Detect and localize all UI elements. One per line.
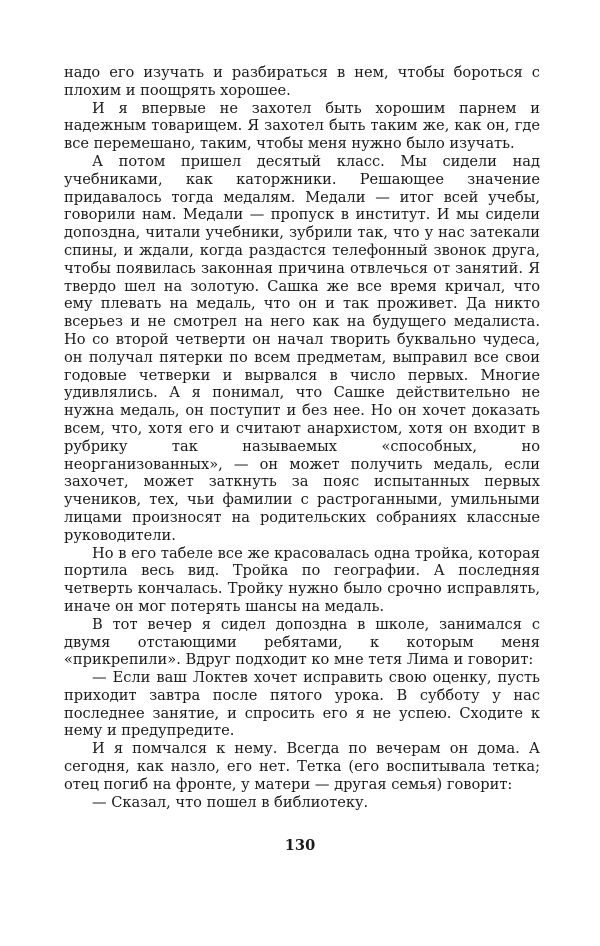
- paragraph-4: Но в его табеле все же красовалась одна тройка, которая портила весь вид. Тройка по географии. А последняя четверть кончалась. Тройку нужно было срочно исправлять, иначе он мог потерять шансы на медаль.: [64, 544, 540, 615]
- paragraph-6: — Если ваш Локтев хочет исправить свою оценку, пусть приходит завтра после пятого урока. В субботу у нас последнее занятие, и спросить его я не успею. Сходите к нему и предупредите.: [64, 669, 540, 740]
- paragraph-2: И я впервые не захотел быть хорошим парнем и надежным товарищем. Я захотел быть таким же, как он, где все перемешано, таким, чтобы меня нужно было изучать.: [64, 99, 540, 153]
- page-number: 130: [284, 837, 316, 854]
- paragraph-1: надо его изучать и разбираться в нем, чтобы бороться с плохим и поощрять хорошее.: [64, 64, 540, 99]
- paragraph-8: — Сказал, что пошел в библиотеку.: [92, 793, 369, 811]
- paragraph-3: А потом пришел десятый класс. Мы сидели над учебниками, как каторжники. Решающее значение придавалось тогда медалям. Медали — итог всей учебы, говорили нам. Медали — пропуск в институт. И мы сидели допоздна, читали учебники, зубрили так, что у нас затекали спины, и ждали, когда раздастся телефонный звонок друга, чтобы появилась законная причина отвлечься от занятий. Я твердо шел на золотую. Сашка же все время кричал, что ему плевать на медаль, что он и так проживет. Да никто всерьез и не смотрел на него как на будущего медалиста. Но со второй четверти он начал творить буквально чудеса, он получал пятерки по всем предметам, выправил все свои годовые четверки и вырвался в число первых. Многие удивлялись. А я понимал, что Сашке действительно не нужна медаль, он поступит и без нее. Но он хочет доказать всем, что, хотя его и считают анархистом, хотя он входит в рубрику так называемых «способных, но неорганизованных», — он может получить медаль, если захочет, может заткнуть за пояс испытанных первых учеников, тех, чьи фамилии с растроганными, умильными лицами произносят на родительских собраниях классные руководители.: [64, 152, 540, 544]
- paragraph-5: В тот вечер я сидел допоздна в школе, занимался с двумя отстающими ребятами, к которым меня «прикрепили». Вдруг подходит ко мне тетя Лима и говорит:: [64, 615, 540, 669]
- paragraph-7: И я помчался к нему. Всегда по вечерам он дома. А сегодня, как назло, его нет. Тетка (его воспитывала тетка; отец погиб на фронте, у матери — другая семья) говорит:: [64, 740, 540, 793]
- text-column: [64, 64, 540, 811]
